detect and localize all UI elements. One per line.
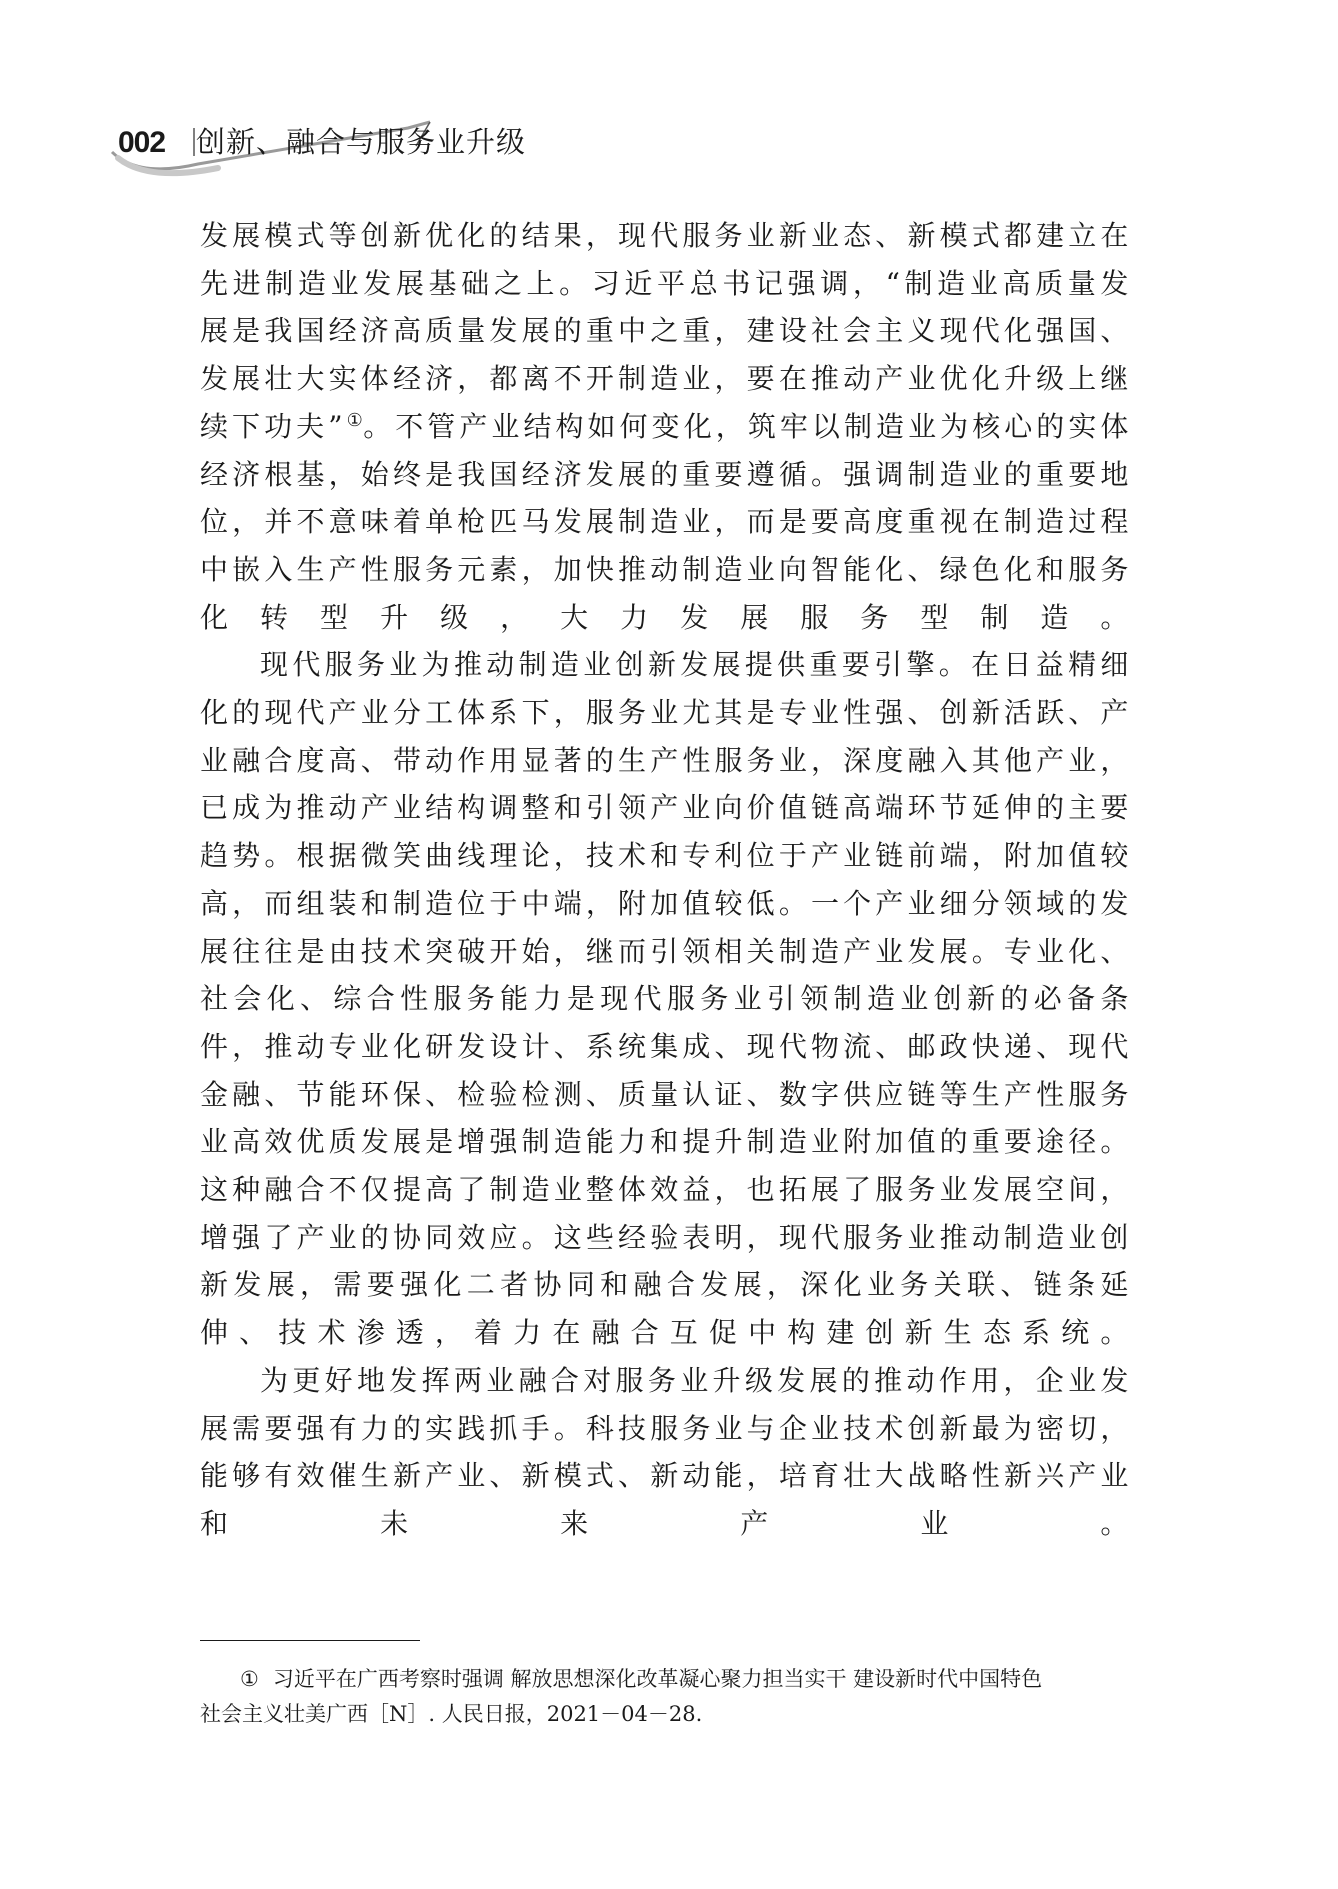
footnote-line-1-text: 习近平在广西考察时强调 解放思想深化改革凝心聚力担当实干 建设新时代中国特色 xyxy=(272,1667,1043,1691)
page-number: 002 xyxy=(118,126,166,159)
paragraph-1 xyxy=(200,212,1132,641)
paragraph-2 xyxy=(200,641,1132,1357)
paragraph-1-text: 发展模式等创新优化的结果，现代服务业新业态、新模式都建立在先进制造业发展基础之上。习近平总书记强调，“制造业高质量发展是我国经济高质量发展的重中之重，建设社会主义现代化强国、发展壮大实体经济，都离不开制造业，要在推动产业优化升级上继续下功夫” xyxy=(200,219,1132,443)
book-title: 创新、融合与服务业升级 xyxy=(196,125,527,159)
paragraph-2-text: 现代服务业为推动制造业创新发展提供重要引擎。在日益精细化的现代产业分工体系下，服务业尤其是专业性强、创新活跃、产业融合度高、带动作用显著的生产性服务业，深度融入其他产业，已成为推动产业结构调整和引领产业向价值链高端环节延伸的主要趋势。根据微笑曲线理论，技术和专利位于产业链前端，附加值较高，而组装和制造位于中端，附加值较低。一个产业细分领域的发展往往是由技术突破开始，继而引领相关制造产业发展。专业化、社会化、综合性服务能力是现代服务业引领制造业创新的必备条件，推动专业化研发设计、系统集成、现代物流、邮政快递、现代金融、节能环保、检验检测、质量认证、数字供应链等生产性服务业高效优质发展是增强制造能力和提升制造业附加值的重要途径。这种融合不仅提高了制造业整体效益，也拓展了服务业发展空间，增强了产业的协同效应。这些经验表明，现代服务业推动制造业创新发展，需要强化二者协同和融合发展，深化业务关联、链条延伸、技术渗透，着力在融合互促中构建创新生态系统。 xyxy=(200,648,1132,1350)
running-header xyxy=(108,112,538,182)
footnote-divider xyxy=(200,1640,420,1641)
footnote-reference[interactable]: ① xyxy=(346,409,364,431)
footnote-line-1 xyxy=(200,1662,1132,1697)
paragraph-1-tail: 。不管产业结构如何变化，筑牢以制造业为核心的实体经济根基，始终是我国经济发展的重要遵循。强调制造业的重要地位，并不意味着单枪匹马发展制造业，而是要高度重视在制造过程中嵌入生产性服务元素，加快推动制造业向智能化、绿色化和服务化转型升级，大力发展服务型制造。 xyxy=(200,409,1132,634)
footnote xyxy=(200,1662,1132,1732)
paragraph-3-text: 为更好地发挥两业融合对服务业升级发展的推动作用，企业发展需要强有力的实践抓手。科技服务业与企业技术创新最为密切，能够有效催生新产业、新模式、新动能，培育壮大战略性新兴产业和未来产业。 xyxy=(200,1363,1132,1540)
footnote-line-2: 社会主义壮美广西［N］. 人民日报，2021－04－28. xyxy=(200,1702,703,1726)
body-text xyxy=(200,212,1132,1548)
footnote-number: ① xyxy=(240,1667,259,1691)
paragraph-3 xyxy=(200,1357,1132,1548)
